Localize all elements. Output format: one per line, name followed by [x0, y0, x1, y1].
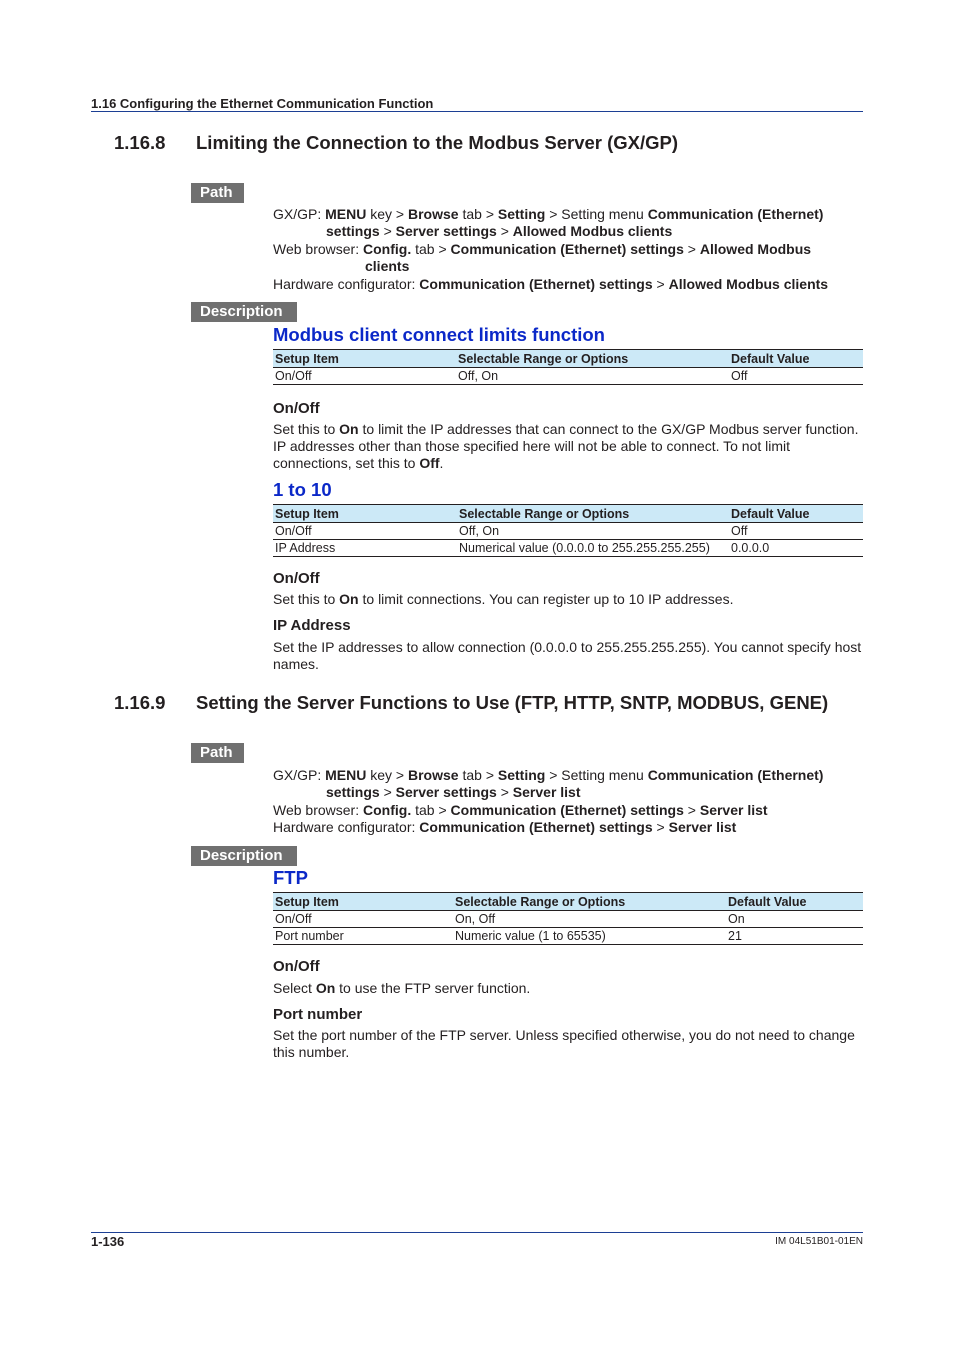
- table-cell: IP Address: [273, 540, 457, 557]
- settings-table-1-to-10: [273, 504, 863, 557]
- path-line-gxgp: GX/GP: MENU key > Browse tab > Setting > Setting menu Communication (Ethernet): [273, 767, 824, 783]
- table-row: [273, 540, 863, 557]
- column-header: Setup Item: [273, 350, 456, 368]
- page-number: 1-136: [91, 1234, 125, 1249]
- section-number: 1.16.8: [114, 132, 166, 153]
- description-tag: Description: [191, 302, 297, 322]
- item-text-onoff: Set this to On to limit connections. You can register up to 10 IP addresses.: [273, 591, 734, 607]
- path-line-web: Web browser: Config. tab > Communication (Ethernet) settings > Server list: [273, 802, 768, 818]
- path-line-gxgp: GX/GP: MENU key > Browse tab > Setting > Setting menu Communication (Ethernet): [273, 206, 824, 222]
- running-header: 1.16 Configuring the Ethernet Communication Function: [91, 96, 434, 111]
- table-cell: Off: [729, 368, 863, 385]
- table-cell: 0.0.0.0: [729, 540, 863, 557]
- footer-rule: [91, 1232, 863, 1233]
- item-heading-onoff: On/Off: [273, 570, 320, 587]
- subheading-1-to-10: 1 to 10: [273, 479, 332, 500]
- item-text-onoff: Set this to On to limit the IP addresses that can connect to the GX/GP Modbus server function. IP addresses other than those specified here will not be able to connect. To not limit connections, set this to Off.: [273, 421, 859, 471]
- section-title: Setting the Server Functions to Use (FTP, HTTP, SNTP, MODBUS, GENE): [196, 692, 829, 713]
- table-cell: Off, On: [457, 523, 729, 540]
- path-tag: Path: [191, 183, 244, 203]
- path-line-web-cont: clients: [365, 258, 410, 274]
- table-cell: 21: [726, 928, 863, 945]
- document-id: IM 04L51B01-01EN: [775, 1236, 863, 1247]
- header-rule: [91, 111, 863, 112]
- table-cell: On, Off: [453, 911, 726, 928]
- path-line-gxgp-cont: settings > Server settings > Allowed Modbus clients: [326, 223, 673, 239]
- item-heading-onoff: On/Off: [273, 958, 320, 975]
- table-row: [273, 928, 863, 945]
- table-row: [273, 911, 863, 928]
- section-number: 1.16.9: [114, 692, 166, 713]
- table-cell: On/Off: [273, 911, 453, 928]
- table-cell: Off: [729, 523, 863, 540]
- column-header: Selectable Range or Options: [457, 505, 729, 523]
- settings-table-ftp: [273, 892, 863, 945]
- path-line-web: Web browser: Config. tab > Communication (Ethernet) settings > Allowed Modbus: [273, 241, 812, 257]
- column-header: Setup Item: [273, 505, 457, 523]
- column-header: Selectable Range or Options: [453, 893, 726, 911]
- table-cell: On/Off: [273, 523, 457, 540]
- item-text-ip-address: Set the IP addresses to allow connection (0.0.0.0 to 255.255.255.255). You cannot specify host names.: [273, 639, 862, 672]
- column-header: Selectable Range or Options: [456, 350, 729, 368]
- table-cell: Numerical value (0.0.0.0 to 255.255.255.255): [457, 540, 729, 557]
- section-title: Limiting the Connection to the Modbus Server (GX/GP): [196, 132, 679, 153]
- table-cell: On: [726, 911, 863, 928]
- item-heading-ip-address: IP Address: [273, 617, 351, 634]
- path-tag: Path: [191, 743, 244, 763]
- column-header: Default Value: [726, 893, 863, 911]
- path-line-hw: Hardware configurator: Communication (Ethernet) settings > Server list: [273, 819, 737, 835]
- item-heading-port-number: Port number: [273, 1006, 363, 1023]
- item-text-port-number: Set the port number of the FTP server. Unless specified otherwise, you do not need to change this number.: [273, 1027, 855, 1060]
- item-heading-onoff: On/Off: [273, 400, 320, 417]
- subheading-ftp: FTP: [273, 867, 308, 888]
- table-row: [273, 368, 863, 385]
- table-cell: Off, On: [456, 368, 729, 385]
- path-line-hw: Hardware configurator: Communication (Ethernet) settings > Allowed Modbus clients: [273, 276, 829, 292]
- table-row: [273, 523, 863, 540]
- table-cell: Numeric value (1 to 65535): [453, 928, 726, 945]
- settings-table-modbus-limits: [273, 349, 863, 385]
- column-header: Default Value: [729, 505, 863, 523]
- table-cell: On/Off: [273, 368, 456, 385]
- subheading-modbus-limits: Modbus client connect limits function: [273, 324, 605, 345]
- column-header: Default Value: [729, 350, 863, 368]
- column-header: Setup Item: [273, 893, 453, 911]
- path-line-gxgp-cont: settings > Server settings > Server list: [326, 784, 581, 800]
- description-tag: Description: [191, 846, 297, 866]
- table-cell: Port number: [273, 928, 453, 945]
- item-text-onoff: Select On to use the FTP server function.: [273, 980, 531, 996]
